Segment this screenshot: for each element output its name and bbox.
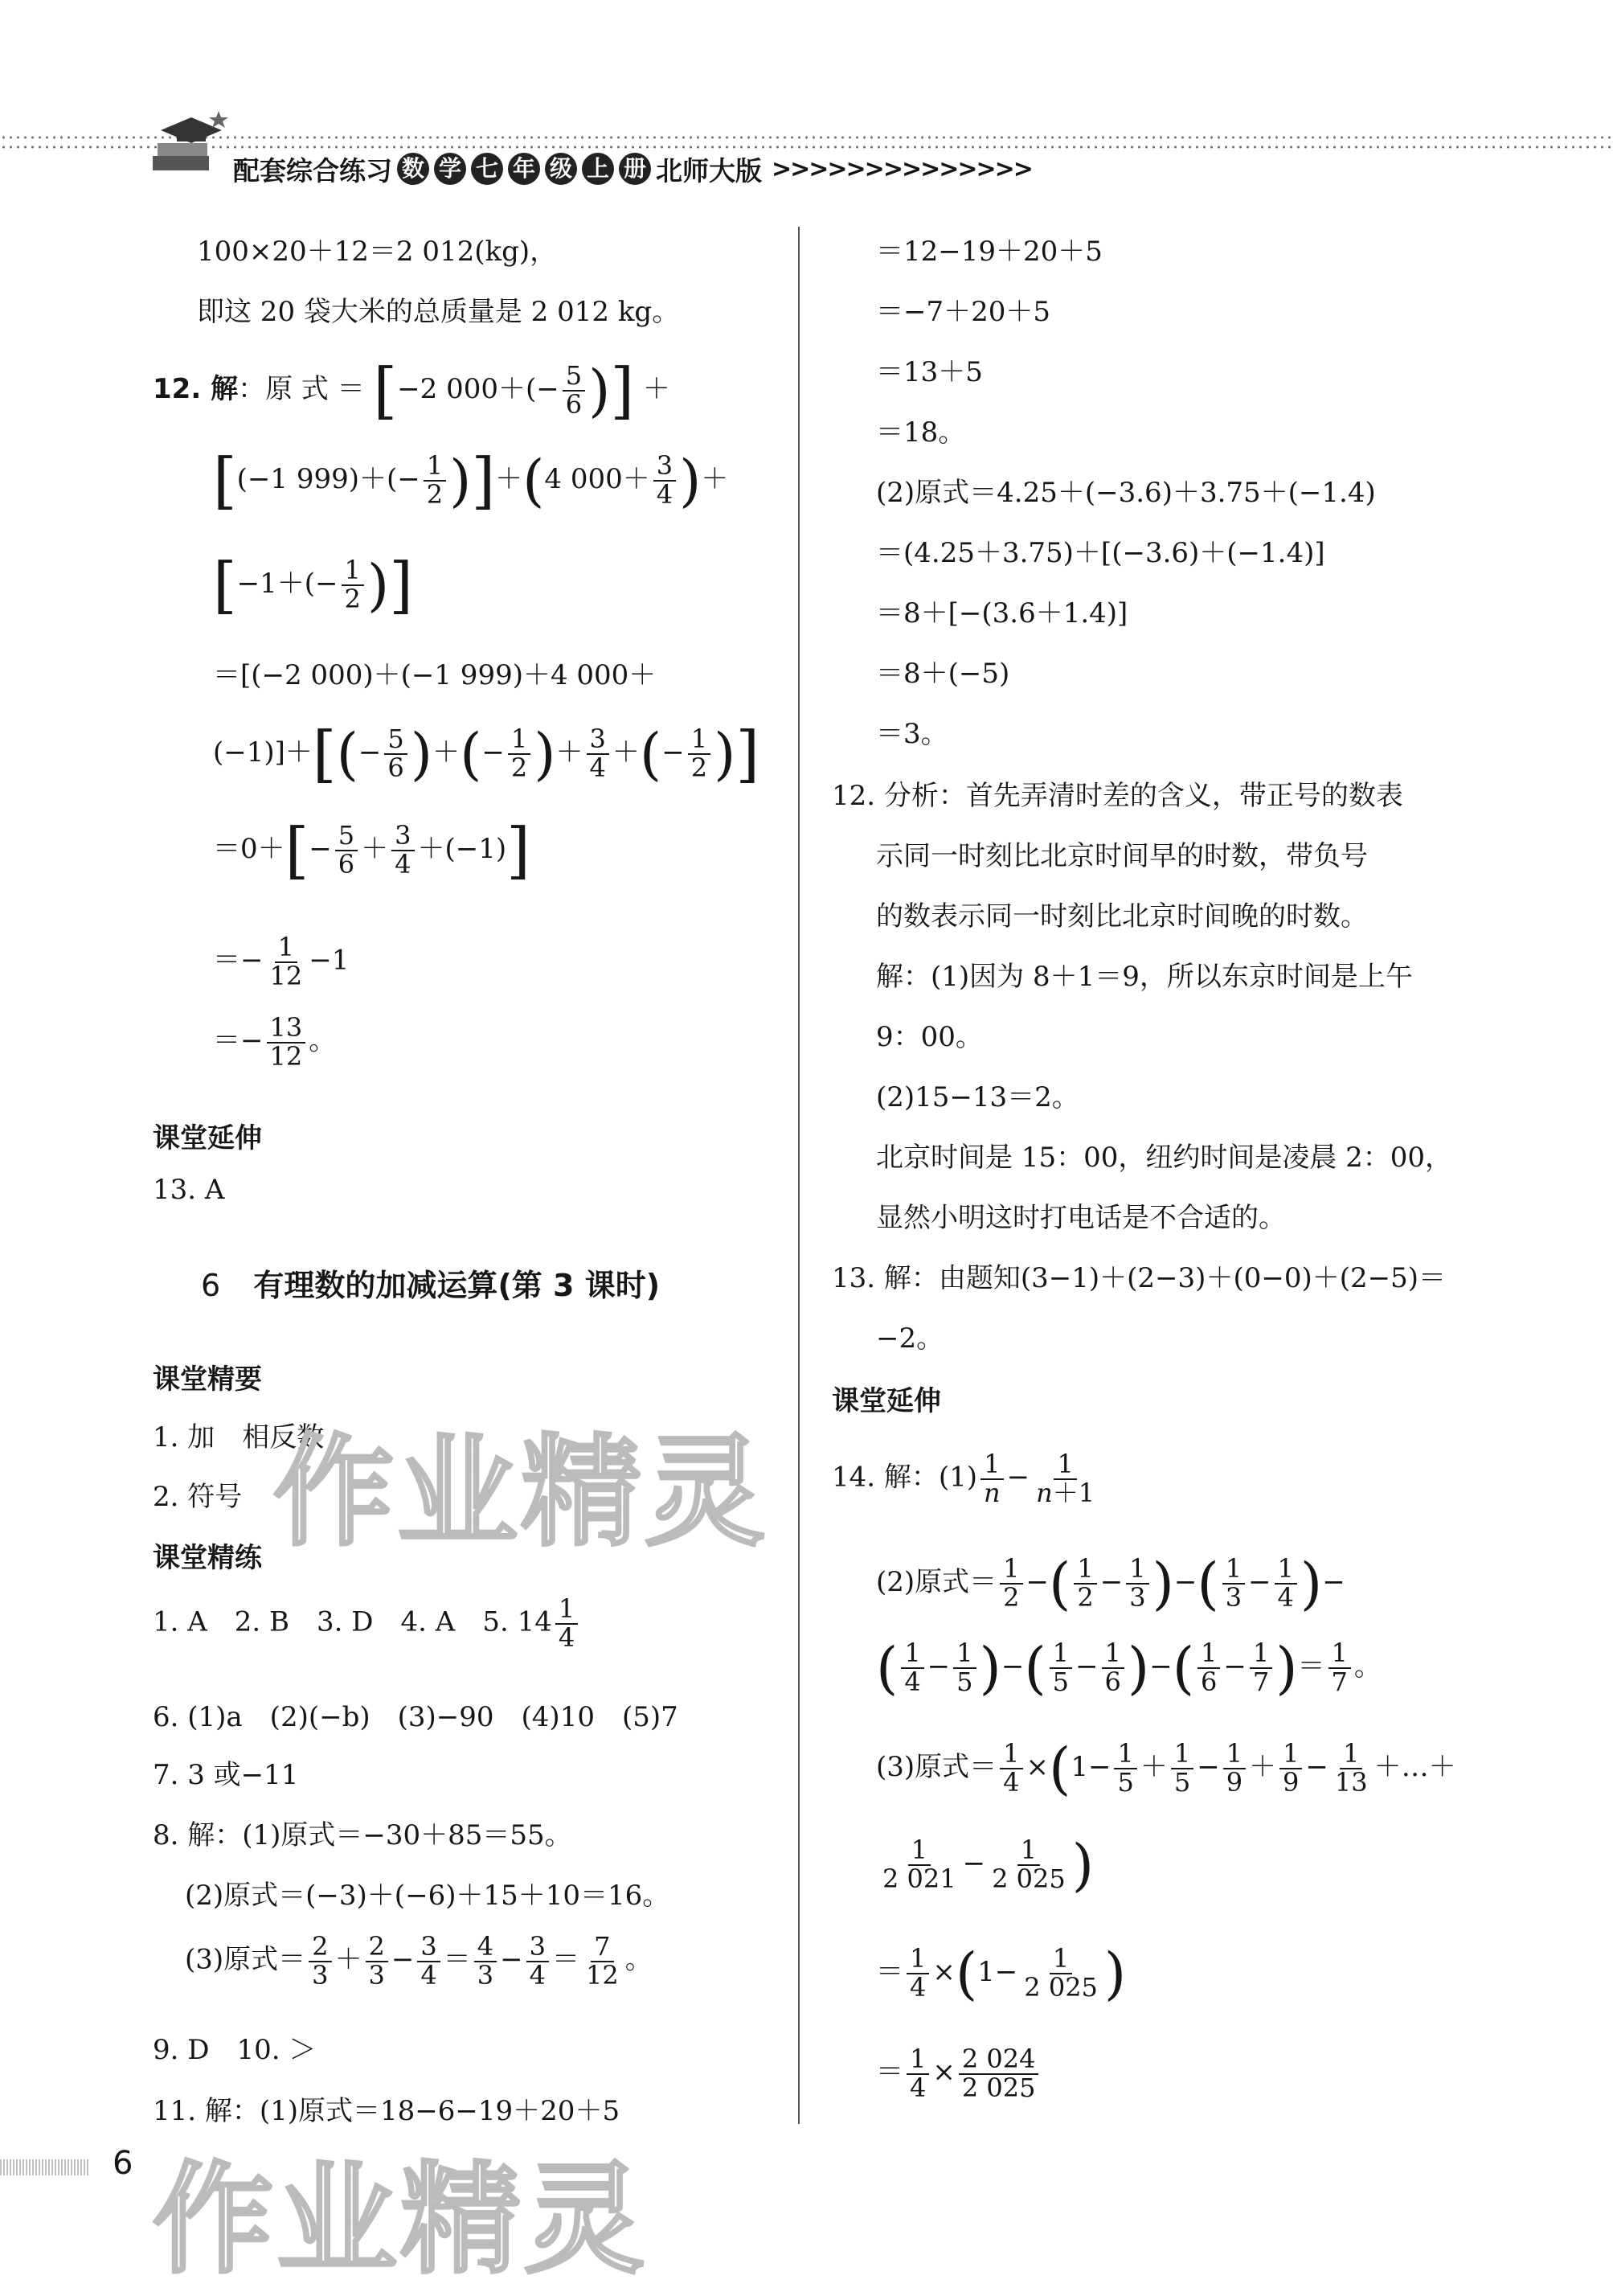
expr-line: ＝− $\frac{13}{12}$ 。 xyxy=(213,1012,337,1072)
answer-line: (2)原式＝4.25＋(−3.6)＋3.75＋(−1.4) xyxy=(876,477,1376,509)
answer-line: (3)原式＝ $\frac{2}{3}$ ＋ $\frac{2}{3}$ − $\frac{3}{4}$ ＝ $\frac{4}{3}$ − $\frac{3}{4}$ ＝ $\frac{7}{12}$ 。 xyxy=(185,1931,653,1991)
answer-line: ＝−7＋20＋5 xyxy=(876,296,1051,328)
fraction: $\frac{1}{4}$ xyxy=(1275,1556,1297,1611)
fraction-3-4: $\frac{3}{4}$ xyxy=(587,726,609,781)
answer-line: 13. A xyxy=(153,1174,225,1206)
answer-line: ＝8＋[−(3.6＋1.4)] xyxy=(876,597,1128,629)
answer-line: 显然小明这时打电话是不合适的。 xyxy=(876,1202,1286,1234)
answer-line: $\frac{1}{2 021}$ − $\frac{1}{2 025}$ ) xyxy=(876,1837,1094,1893)
subject-badge: 数 xyxy=(397,153,429,185)
fraction-1-2: $\frac{1}{2}$ xyxy=(424,453,446,508)
fraction: $\frac{1}{6}$ xyxy=(1102,1640,1124,1695)
answer-text: 14. 解：(1) xyxy=(832,1461,978,1494)
question-label: 12. 解 xyxy=(153,373,239,405)
subject-badge: 学 xyxy=(434,153,466,185)
expr: −1＋(− xyxy=(236,568,338,600)
answer-line: 12. 分析：首先弄清时差的含义，带正号的数表 xyxy=(832,780,1403,812)
fraction-1-2: $\frac{1}{2}$ xyxy=(508,726,530,781)
fraction: $\frac{1}{2}$ xyxy=(1074,1556,1096,1611)
expr: 4 000＋ xyxy=(544,463,650,495)
section-heading: 课堂延伸 xyxy=(153,1122,262,1154)
answer-line: 1. 加 相反数 xyxy=(153,1421,325,1453)
fraction-3-4: $\frac{3}{4}$ xyxy=(526,1933,549,1989)
answer-line: 7. 3 或−11 xyxy=(153,1759,299,1791)
fraction: $\frac{1}{3}$ xyxy=(1222,1556,1245,1611)
grade-badge: 年 xyxy=(508,153,540,185)
answer-text: ＝ xyxy=(876,2056,903,2089)
column-divider xyxy=(798,227,800,2124)
chapter-number: 6 xyxy=(201,1268,221,1303)
volume-badge: 册 xyxy=(619,153,651,185)
header-dot-band xyxy=(0,135,1613,140)
fraction: $\frac{1}{4}$ xyxy=(1000,1740,1022,1796)
fraction-4-3: $\frac{4}{3}$ xyxy=(474,1933,497,1989)
expr-line: ＝0＋[− $\frac{5}{6}$ ＋ $\frac{3}{4}$ ＋(−1)] xyxy=(213,814,530,886)
answer-line xyxy=(153,1593,581,1653)
expr: (−1 999)＋(− xyxy=(236,463,420,495)
fraction-3-4: $\frac{3}{4}$ xyxy=(653,453,676,508)
section-heading: 课堂精要 xyxy=(153,1363,262,1396)
answer-line: ＝12−19＋20＋5 xyxy=(876,236,1103,268)
expr-line: (−1)]＋[(− $\frac{5}{6}$ )＋(− $\frac{1}{2}$ )＋ $\frac{3}{4}$ ＋(− $\frac{1}{2}$ )] xyxy=(213,718,760,789)
expr-line: [(−1 999)＋(− $\frac{1}{2}$ )]＋(4 000＋ $\frac{3}{4}$ )＋ xyxy=(213,445,729,516)
answer-line: (2)原式＝ $\frac{1}{2}$ −( $\frac{1}{2}$ − $\frac{1}{3}$ )−( $\frac{1}{3}$ − $\frac{1}{4}$ )− xyxy=(876,1551,1345,1617)
fraction: $\frac{1}{9}$ xyxy=(1223,1740,1246,1796)
answer-line: 示同一时刻比北京时间早的时数，带负号 xyxy=(876,840,1368,872)
text-line: 即这 20 袋大米的总质量是 2 012 kg。 xyxy=(197,296,680,328)
answer-line: 8. 解：(1)原式＝−30＋85＝55。 xyxy=(153,1819,572,1851)
fraction-2-3: $\frac{2}{3}$ xyxy=(366,1933,388,1989)
fraction: $\frac{1}{5}$ xyxy=(1114,1740,1136,1796)
series-title: 配套综合练习 xyxy=(233,154,392,187)
answer-line: ＝3。 xyxy=(876,718,948,750)
answer-line: ＝ $\frac{1}{4}$ ×(1− $\frac{1}{2 025}$ ) xyxy=(876,1941,1127,2007)
section-heading: 课堂精练 xyxy=(153,1542,262,1574)
fraction-1-4: $\frac{1}{4}$ xyxy=(555,1596,578,1651)
fraction-1-n: $\frac{1}{n}$ xyxy=(980,1451,1004,1507)
answer-line: 9. D 10. ＞ xyxy=(153,2034,317,2066)
expr-line: [−1＋(− $\frac{1}{2}$ )] xyxy=(213,549,413,621)
page-number: 6 xyxy=(113,2145,133,2182)
fraction: $\frac{1}{7}$ xyxy=(1250,1640,1272,1695)
expr: ＝0＋ xyxy=(213,833,285,865)
fraction: $\frac{1}{5}$ xyxy=(1050,1640,1072,1695)
fraction: $\frac{1}{4}$ xyxy=(901,1640,923,1695)
footer-decoration xyxy=(0,2159,90,2175)
fraction: $\frac{1}{5}$ xyxy=(1171,1740,1193,1796)
fraction-1-2: $\frac{1}{2}$ xyxy=(688,726,710,781)
fraction: $\frac{1}{4}$ xyxy=(907,2046,929,2101)
fraction-13-12: $\frac{13}{12}$ xyxy=(267,1015,306,1070)
chapter-title: 有理数的加减运算(第 3 课时) xyxy=(253,1268,661,1303)
chapter-heading xyxy=(201,1261,660,1305)
fraction-1-n-plus-1: $\frac{1}{n+1}$ xyxy=(1036,1449,1095,1508)
fraction: $\frac{2 024}{2 025}$ xyxy=(959,2046,1039,2101)
answer-line: (3)原式＝ $\frac{1}{4}$ ×(1− $\frac{1}{5}$ ＋ $\frac{1}{5}$ − $\frac{1}{9}$ ＋ $\frac{1}{9}$ − $\frac{1}{13}$ ＋…＋ xyxy=(876,1736,1456,1802)
answer-line: (2)原式＝(−3)＋(−6)＋15＋10＝16。 xyxy=(185,1880,670,1912)
answer-line: 13. 解：由题知(3−1)＋(2−3)＋(0−0)＋(2−5)＝ xyxy=(832,1262,1447,1294)
fraction-3-4: $\frac{3}{4}$ xyxy=(417,1933,440,1989)
expr: −2 000＋(− xyxy=(397,373,559,405)
header-arrows: >>>>>>>>>>>>>> xyxy=(772,154,1032,183)
fraction: $\frac{1}{6}$ xyxy=(1197,1640,1220,1695)
q12-line: 12. 解：原 式 ＝ [−2 000＋(− $\frac{5}{6}$ )] ＋ xyxy=(153,355,670,426)
answer-line: 9：00。 xyxy=(876,1021,983,1053)
fraction: $\frac{1}{2 025}$ xyxy=(992,1835,1066,1894)
expr-line: ＝− $\frac{1}{12}$ −1 xyxy=(213,932,350,991)
expr-line: ＝[(−2 000)＋(−1 999)＋4 000＋ xyxy=(213,659,657,691)
text: ：原 式 ＝ xyxy=(238,373,365,405)
answer-line: 2. 符号 xyxy=(153,1481,243,1513)
expr: ＝− xyxy=(213,944,264,977)
answer-line: ＝(4.25＋3.75)＋[(−3.6)＋(−1.4)] xyxy=(876,537,1325,569)
answer-line: ＝8＋(−5) xyxy=(876,658,1010,690)
volume-badge: 上 xyxy=(582,153,614,185)
expr: ＝− xyxy=(213,1024,264,1057)
fraction: $\frac{1}{13}$ xyxy=(1334,1738,1368,1798)
answer-line: 11. 解：(1)原式＝18−6−19＋20＋5 xyxy=(153,2095,620,2127)
fraction: $\frac{1}{4}$ xyxy=(907,1945,929,2001)
answer-text: ＝ xyxy=(876,1956,903,1988)
answer-line: 6. (1)a (2)(−b) (3)−90 (4)10 (5)7 xyxy=(153,1701,678,1733)
fraction-5-6: $\frac{5}{6}$ xyxy=(384,726,407,781)
fraction: $\frac{1}{5}$ xyxy=(953,1640,976,1695)
watermark: 作业精灵 xyxy=(153,2150,649,2290)
answer-line: ＝ $\frac{1}{4}$ × $\frac{2 024}{2 025}$ xyxy=(876,2046,1042,2101)
fraction: $\frac{1}{2 021}$ xyxy=(882,1835,956,1894)
grade-badge: 七 xyxy=(471,153,503,185)
fraction: $\frac{1}{3}$ xyxy=(1126,1556,1148,1611)
text-line: 100×20＋12＝2 012(kg)， xyxy=(197,236,558,268)
fraction: $\frac{1}{9}$ xyxy=(1279,1740,1302,1796)
answer-line: −2。 xyxy=(876,1322,944,1355)
answer-text: (2)原式＝ xyxy=(876,1566,997,1598)
fraction: $\frac{1}{7}$ xyxy=(1328,1640,1351,1695)
fraction-5-6: $\frac{5}{6}$ xyxy=(563,363,585,418)
grade-badge: 级 xyxy=(545,153,577,185)
header-banner xyxy=(233,149,1032,189)
answer-line: 14. 解：(1) $\frac{1}{n}$ − $\frac{1}{n+1}$ xyxy=(832,1451,1101,1507)
answer-line: 的数表示同一时刻比北京时间晚的时数。 xyxy=(876,900,1368,933)
answer-line: ( $\frac{1}{4}$ − $\frac{1}{5}$ )−( $\frac{1}{5}$ − $\frac{1}{6}$ )−( $\frac{1}{6}$ − $\frac{1}{7}$ )＝ $\frac{1}{7}$ 。 xyxy=(876,1635,1382,1701)
edition-label: 北师大版 xyxy=(656,154,762,187)
answer-line: ＝13＋5 xyxy=(876,356,983,388)
answer-text: (3)原式＝ xyxy=(876,1751,997,1783)
fraction: $\frac{1}{2 025}$ xyxy=(1024,1943,1098,2003)
answer-line: ＝18。 xyxy=(876,416,966,449)
graduation-cap-books-icon xyxy=(145,106,233,187)
section-heading: 课堂延伸 xyxy=(832,1385,941,1417)
expr: (−1)]＋ xyxy=(213,736,313,769)
fraction-2-3: $\frac{2}{3}$ xyxy=(309,1933,331,1989)
answer-text: 1. A 2. B 3. D 4. A 5. 14 xyxy=(153,1605,552,1638)
watermark: 作业精灵 xyxy=(273,1423,769,1563)
fraction: $\frac{1}{2}$ xyxy=(1000,1556,1022,1611)
answer-line: (2)15−13＝2。 xyxy=(876,1081,1079,1113)
answer-text: (3)原式＝ xyxy=(185,1943,306,1976)
fraction-3-4: $\frac{3}{4}$ xyxy=(391,822,414,878)
fraction-1-12: $\frac{1}{12}$ xyxy=(269,932,303,991)
fraction-7-12: $\frac{7}{12}$ xyxy=(585,1931,619,1991)
answer-line: 解：(1)因为 8＋1＝9，所以东京时间是上午 xyxy=(876,961,1413,993)
fraction-1-2: $\frac{1}{2}$ xyxy=(342,557,364,613)
answer-line: 北京时间是 15：00，纽约时间是凌晨 2：00， xyxy=(876,1142,1453,1174)
fraction-5-6: $\frac{5}{6}$ xyxy=(335,822,358,878)
